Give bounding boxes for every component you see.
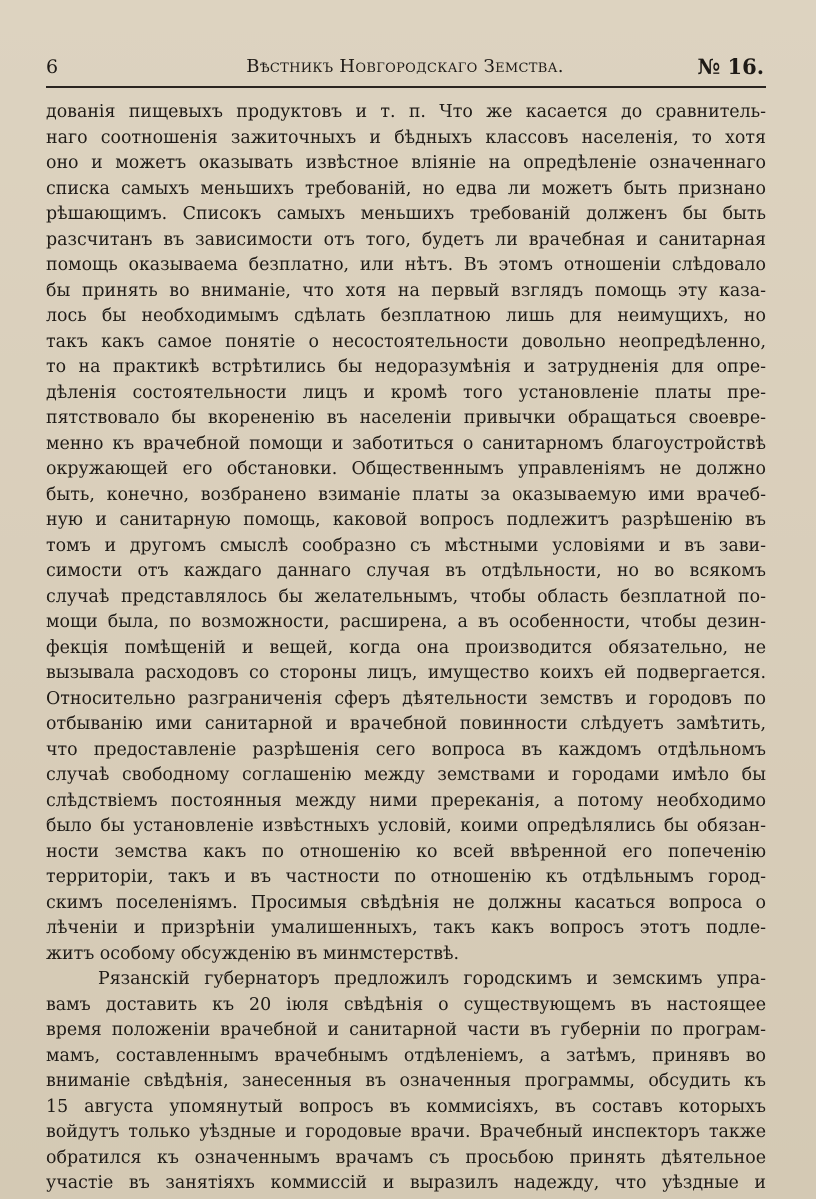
page-number: 6 [46,56,59,78]
text-line: быть, конечно, возбранено взиманіе платы за оказываемую ими врачеб- [46,484,766,505]
text-line: что предоставленіе разрѣшенія сего вопроса въ каждомъ отдѣльномъ [46,739,766,760]
text-line: бы принять во вниманіе, что хотя на первый взглядъ помощь эту каза- [46,280,766,301]
issue-number: № 16. [697,54,764,79]
text-line: ности земства какъ по отношенію ко всей ввѣренной его попеченію [46,841,766,862]
text-line: пятствовало бы вкорененію въ населеніи привычки обращаться своевре- [46,408,766,428]
text-line: слѣдствіемъ постоянныя между ними пререканія, а потому необходимо [46,790,766,811]
text-line: войдутъ только уѣздные и городовые врачи. Врачебный инспекторъ также [46,1122,766,1142]
text-line: фекція помѣщеній и вещей, когда она производится обязательно, не [46,637,766,658]
text-line: Относительно разграниченія сферъ дѣятельности земствъ и городовъ по [46,688,766,709]
text-line: скимъ поселеніямъ. Просимыя свѣдѣнія не должны касаться вопроса о [46,892,766,913]
text-line: время положеніи врачебной и санитарной части въ губерніи по програм- [46,1020,766,1040]
text-line: вызывала расходовъ со стороны лицъ, имущество коихъ ей подвергается. [46,663,766,683]
text-line: было бы установленіе извѣстныхъ условій, коими опредѣлялись бы обязан- [46,816,766,836]
text-line: окружающей его обстановки. Общественнымъ управленіямъ не должно [46,459,766,479]
text-line: лѣченіи и призрѣніи умалишенныхъ, такъ какъ вопросъ этотъ подле- [46,918,766,938]
paragraph-last-line: житъ особому обсужденію въ минмстерствѣ. [46,943,460,964]
text-line: оно и можетъ оказывать извѣстное вліяніе на опредѣленіе означеннаго [46,153,766,173]
text-line: помощь оказываема безплатно, или нѣтъ. Въ этомъ отношеніи слѣдовало [46,255,766,275]
text-line: симости отъ каждаго даннаго случая въ отдѣльности, но во всякомъ [46,561,766,581]
text-line: вниманіе свѣдѣнія, занесенныя въ означенныя программы, обсудить къ [46,1071,766,1091]
page-header [46,52,764,86]
text-line: мощи была, по возможности, расширена, а въ особенности, чтобы дезин- [46,612,766,632]
text-line: территоріи, такъ и въ частности по отношенію къ отдѣльнымъ город- [46,867,766,887]
text-line: разсчитанъ въ зависимости отъ того, будетъ ли врачебная и санитарная [46,229,766,250]
journal-title: Вѣстникъ Новгородскаго Земства. [246,56,564,77]
text-line: обратился къ означеннымъ врачамъ съ просьбою принять дѣятельное [46,1147,766,1168]
text-line: дѣленія состоятельности лицъ и кромѣ того установленіе платы пре- [46,382,766,403]
text-line: отбыванію ими санитарной и врачебной повинности слѣдуетъ замѣтить, [46,714,766,734]
paragraph-first-line: Рязанскій губернаторъ предложилъ городскимъ и земскимъ упра- [98,969,766,989]
text-line: рѣшающимъ. Списокъ самыхъ меньшихъ требованій долженъ бы быть [46,204,766,224]
text-line: томъ и другомъ смыслѣ сообразно съ мѣстными условіями и въ зави- [46,535,766,556]
text-line: участіе въ занятіяхъ коммиссій и выразилъ надежду, что уѣздные и [46,1173,766,1193]
text-line: то на практикѣ встрѣтились бы недоразумѣнія и затрудненія для опре- [46,357,766,377]
text-line: случаѣ свободному соглашенію между земствами и городами имѣло бы [46,765,766,785]
text-line: дованія пищевыхъ продуктовъ и т. п. Что же касается до сравнитель- [46,102,766,122]
header-rule [46,86,766,88]
text-line: ную и санитарную помощь, каковой вопросъ подлежитъ разрѣшенію въ [46,510,766,530]
text-line: лось бы необходимымъ сдѣлать безплатною лишь для неимущихъ, но [46,306,766,326]
text-line: случаѣ представлялось бы желательнымъ, чтобы область безплатной по- [46,586,766,607]
body-text [46,100,766,1197]
text-line: наго соотношенія зажиточныхъ и бѣдныхъ классовъ населенія, то хотя [46,127,766,148]
text-line: мамъ, составленнымъ врачебнымъ отдѣленіемъ, а затѣмъ, принявъ во [46,1045,766,1066]
text-line: такъ какъ самое понятіе о несостоятельности довольно неопредѣленно, [46,331,766,352]
text-line: менно къ врачебной помощи и заботиться о санитарномъ благоустройствѣ [46,433,766,454]
text-line: 15 августа упомянутый вопросъ въ коммисіяхъ, въ составъ которыхъ [46,1096,766,1117]
text-line: списка самыхъ меньшихъ требованій, но едва ли можетъ быть признано [46,178,766,199]
text-line: вамъ доставить къ 20 іюля свѣдѣнія о существующемъ въ настоящее [46,994,766,1015]
